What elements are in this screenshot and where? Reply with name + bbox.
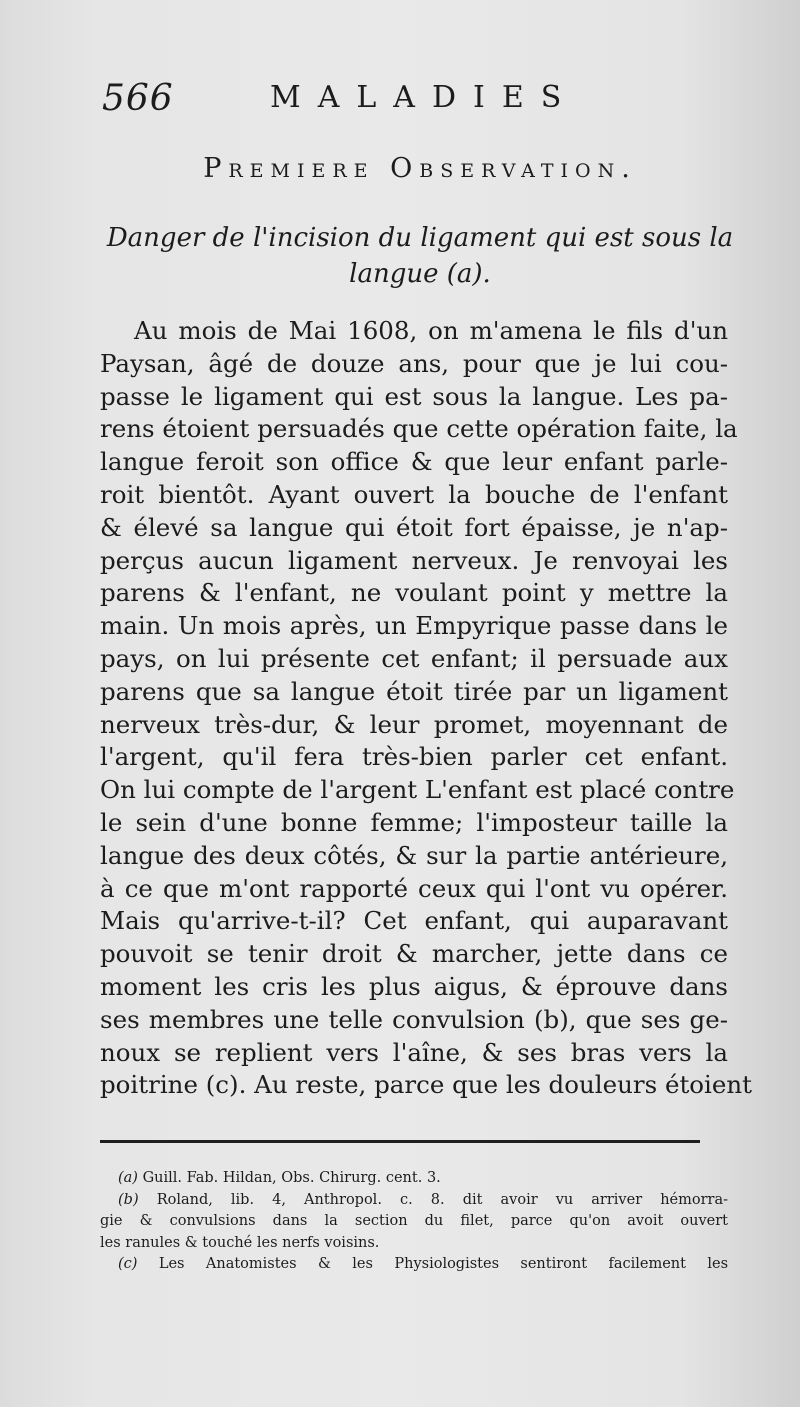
body-line: nerveux très-dur, & leur promet, moyennant de — [100, 709, 728, 739]
body-line: noux se replient vers l'aîne, & ses bras vers la — [100, 1037, 728, 1067]
footnote-mark: (c) — [118, 1256, 138, 1272]
footnote-divider — [100, 1140, 700, 1143]
body-line: main. Un mois après, un Empyrique passe dans le — [100, 611, 728, 641]
body-line: ses membres une telle convulsion (b), que ses ge- — [100, 1004, 728, 1034]
footnotes — [100, 1168, 728, 1276]
footnote-text: Les Anatomistes & les Physiologistes sentiront facilement les — [158, 1256, 729, 1272]
footnote-text: Roland, lib. 4, Anthropol. c. 8. dit avoir vu arriver hémorra- — [156, 1191, 729, 1208]
body-line: pays, on lui présente cet enfant; il persuade aux — [100, 643, 728, 673]
body-line: roit bientôt. Ayant ouvert la bouche de l'enfant — [100, 479, 728, 509]
body-line: Mais qu'arrive-t-il? Cet enfant, qui auparavant — [100, 906, 728, 936]
footnote-c — [100, 1254, 728, 1276]
observation-title-line: langue (a). — [349, 259, 491, 289]
footnote-b-continued: gie & convulsions dans la section du filet, parce qu'on avoit ouvert — [100, 1213, 728, 1229]
body-line: à ce que m'ont rapporté ceux qui l'ont vu opérer. — [100, 873, 728, 903]
section-heading: Premiere Observation. — [203, 153, 637, 184]
page-number: 566 — [102, 78, 174, 119]
body-line: parens que sa langue étoit tirée par un ligament — [100, 676, 728, 706]
body-line: Paysan, âgé de douze ans, pour que je lui cou- — [100, 348, 728, 378]
body-line: pouvoit se tenir droit & marcher, jette dans ce — [100, 939, 728, 969]
body-line: parens & l'enfant, ne voulant point y mettre la — [100, 578, 728, 608]
body-text — [100, 315, 753, 1102]
body-line: passe le ligament qui est sous la langue. Les pa- — [100, 381, 728, 411]
body-line: langue des deux côtés, & sur la partie antérieure, — [100, 840, 728, 870]
observation-title-line: Danger de l'incision du ligament qui est sous la — [106, 223, 734, 253]
body-line: moment les cris les plus aigus, & éprouve dans — [100, 971, 728, 1001]
body-line: On lui compte de l'argent L'enfant est placé contre — [100, 775, 735, 805]
footnote-a — [100, 1168, 728, 1190]
running-title: MALADIES — [270, 80, 579, 115]
body-line: rens étoient persuadés que cette opération faite, la — [100, 414, 738, 444]
footnote-b-continued: les ranules & touché les nerfs voisins. — [100, 1234, 380, 1251]
footnote-mark: (a) — [118, 1170, 138, 1186]
body-line: poitrine (c). Au reste, parce que les douleurs étoient — [100, 1070, 753, 1100]
running-head — [100, 78, 740, 128]
footnote-text: Guill. Fab. Hildan, Obs. Chirurg. cent. 3. — [142, 1170, 441, 1186]
body-line: & élevé sa langue qui étoit fort épaisse, je n'ap- — [100, 512, 728, 542]
footnote-mark: (b) — [118, 1191, 139, 1208]
body-line: le sein d'une bonne femme; l'imposteur taille la — [100, 807, 728, 837]
body-line: perçus aucun ligament nerveux. Je renvoyai les — [100, 545, 728, 575]
body-line: Au mois de Mai 1608, on m'amena le fils d'un — [134, 316, 728, 345]
body-line: langue feroit son office & que leur enfant parle- — [100, 447, 728, 477]
observation-title — [100, 220, 740, 292]
footnote-b — [100, 1190, 728, 1212]
body-line: l'argent, qu'il fera très-bien parler cet enfant. — [100, 742, 728, 772]
